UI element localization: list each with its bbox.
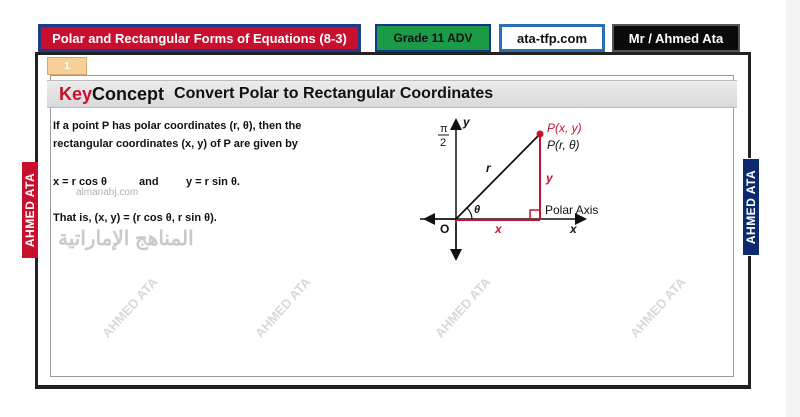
x-label: x — [495, 222, 502, 236]
pi-denominator: 2 — [440, 137, 447, 149]
key-concept-label-concept: Concept — [92, 83, 165, 104]
formula-and: and — [139, 176, 159, 188]
key-concept-title: Convert Polar to Rectangular Coordinates — [174, 85, 494, 102]
body-that-is: That is, (x, y) = (r cos θ, r sin θ). — [53, 212, 217, 224]
r-label: r — [486, 161, 491, 175]
watermark-arabic: المناهج الإماراتية — [58, 228, 194, 250]
side-tag-right: AHMED ATA — [742, 158, 760, 256]
point-p — [537, 131, 544, 138]
theta-label: θ — [474, 204, 481, 216]
polar-point-label: P(r, θ) — [547, 138, 580, 152]
origin-label: O — [440, 222, 450, 236]
watermark-2: AHMED ATA — [251, 274, 314, 341]
lesson-title: Polar and Rectangular Forms of Equations (8-3) — [38, 24, 361, 52]
polar-axis-label: Polar Axis — [545, 203, 599, 217]
watermark-1: AHMED ATA — [98, 274, 161, 341]
y-label: y — [546, 171, 553, 185]
slide-number-tab: 1 — [47, 57, 87, 75]
watermark-4: AHMED ATA — [626, 274, 689, 341]
teacher-badge: Mr / Ahmed Ata — [612, 24, 740, 52]
x-axis-label: x — [570, 222, 577, 236]
watermark-3: AHMED ATA — [431, 274, 494, 341]
formula-x: x = r cos θ — [53, 176, 107, 188]
side-tag-left: AHMED ATA — [22, 162, 38, 258]
point-label: P(x, y) — [547, 121, 582, 135]
key-concept-label-key: Key — [59, 83, 93, 104]
r-segment — [456, 134, 540, 219]
watermark-site: almanahj.com — [76, 187, 139, 198]
body-line-1: If a point P has polar coordinates (r, θ), then the — [53, 120, 302, 132]
y-axis-label: y — [463, 115, 470, 129]
theta-arc — [467, 208, 472, 219]
body-line-2: rectangular coordinates (x, y) of P are given by — [53, 138, 298, 150]
formula-y: y = r sin θ. — [186, 176, 240, 188]
site-badge: ata-tfp.com — [499, 24, 605, 52]
grade-badge: Grade 11 ADV — [375, 24, 491, 52]
pi-numerator: π — [440, 123, 448, 135]
